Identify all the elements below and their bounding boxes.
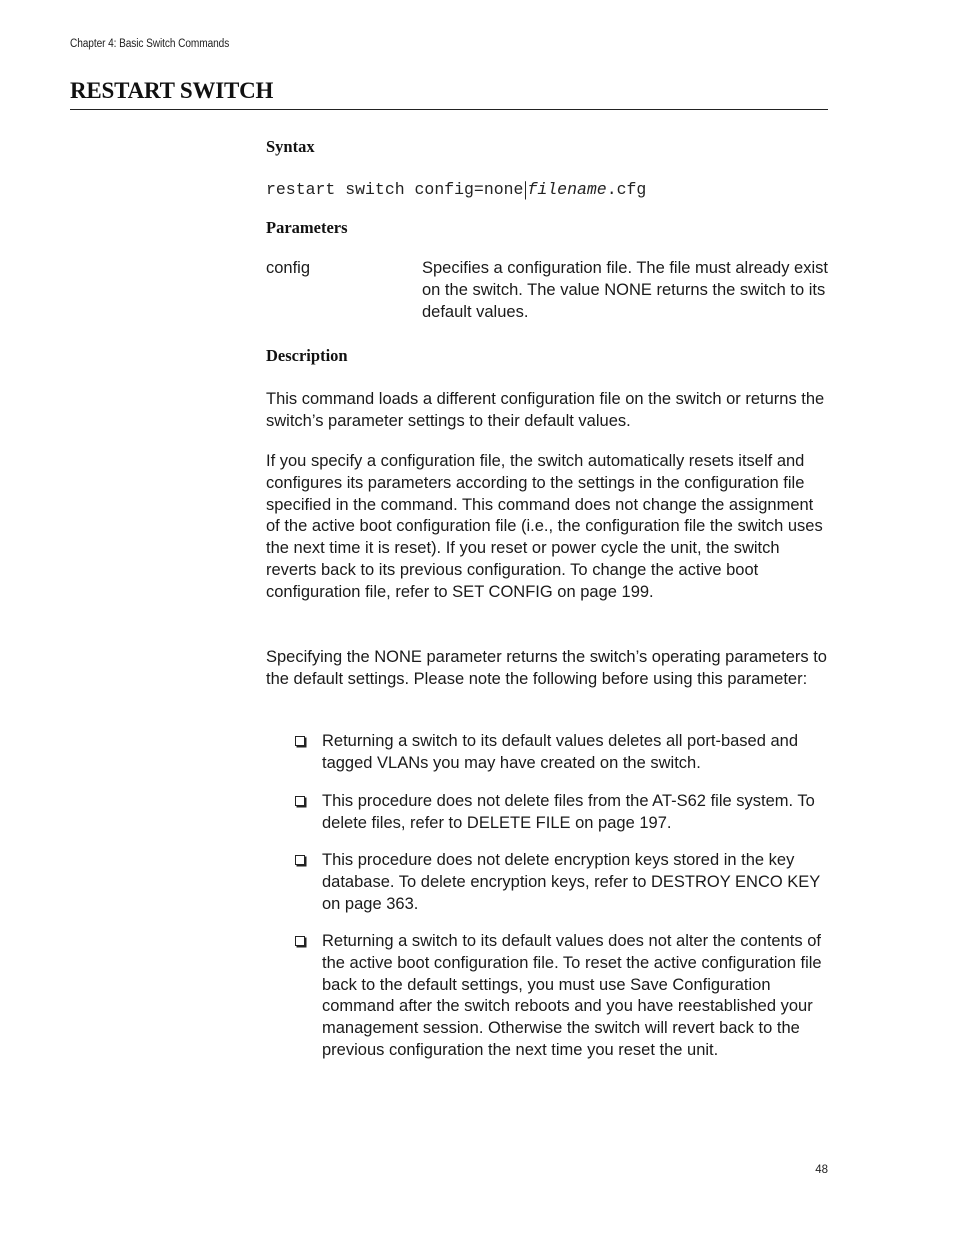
page-title: RESTART SWITCH xyxy=(70,78,274,103)
param-name-config: config xyxy=(266,259,311,277)
description-paragraph: Specifying the NONE parameter returns the switch’s operating parameters to the default settings. Please note the following before using this parameter: xyxy=(266,648,827,688)
checkbox-bullet-icon xyxy=(295,736,305,746)
syntax-pipe: | xyxy=(523,178,528,200)
description-heading: Description xyxy=(266,346,348,365)
syntax-filename: filename xyxy=(527,180,607,199)
checkbox-bullet-icon xyxy=(295,855,305,865)
running-header: Chapter 4: Basic Switch Commands xyxy=(70,38,230,50)
title-rule xyxy=(70,109,828,110)
bullet-text: Returning a switch to its default values does not alter the contents of the active boot configuration file. To reset the active configuration file back to the default settings, you must use Save Configuration command after the switch reboots and you have reestablished your management session. Otherwise the switch will revert back to the previous configuration the next time you reset the unit. xyxy=(322,932,822,1059)
param-description-config: Specifies a configuration file. The file must already exist on the switch. The value NONE returns the switch to its default values. xyxy=(422,259,828,321)
syntax-heading: Syntax xyxy=(266,137,315,156)
syntax-command: restart switch config=none xyxy=(266,180,524,199)
bullet-text: This procedure does not delete encryption keys stored in the key database. To delete encryption keys, refer to DESTROY ENCO KEY on page 363. xyxy=(322,851,820,913)
checkbox-bullet-icon xyxy=(295,936,305,946)
bullet-text: Returning a switch to its default values deletes all port-based and tagged VLANs you may have created on the switch. xyxy=(322,732,799,772)
syntax-extension: .cfg xyxy=(606,180,647,199)
checkbox-bullet-icon xyxy=(295,796,305,806)
syntax-line xyxy=(266,178,646,201)
parameters-heading: Parameters xyxy=(266,218,348,237)
page-number: 48 xyxy=(815,1164,828,1176)
description-paragraph: This command loads a different configuration file on the switch or returns the switch’s parameter settings to their default values. xyxy=(266,390,825,430)
bullet-text: This procedure does not delete files from the AT-S62 file system. To delete files, refer to DELETE FILE on page 197. xyxy=(322,792,815,832)
description-paragraph: If you specify a configuration file, the switch automatically resets itself and configures its parameters according to the settings in the configuration file specified in the command. This command does not change the assignment of the active boot configuration file (i.e., the configuration file the switch uses the next time it is reset). If you reset or power cycle the unit, the switch reverts back to its previous configuration. To change the active boot configuration file, refer to SET CONFIG on page 199. xyxy=(266,452,823,601)
